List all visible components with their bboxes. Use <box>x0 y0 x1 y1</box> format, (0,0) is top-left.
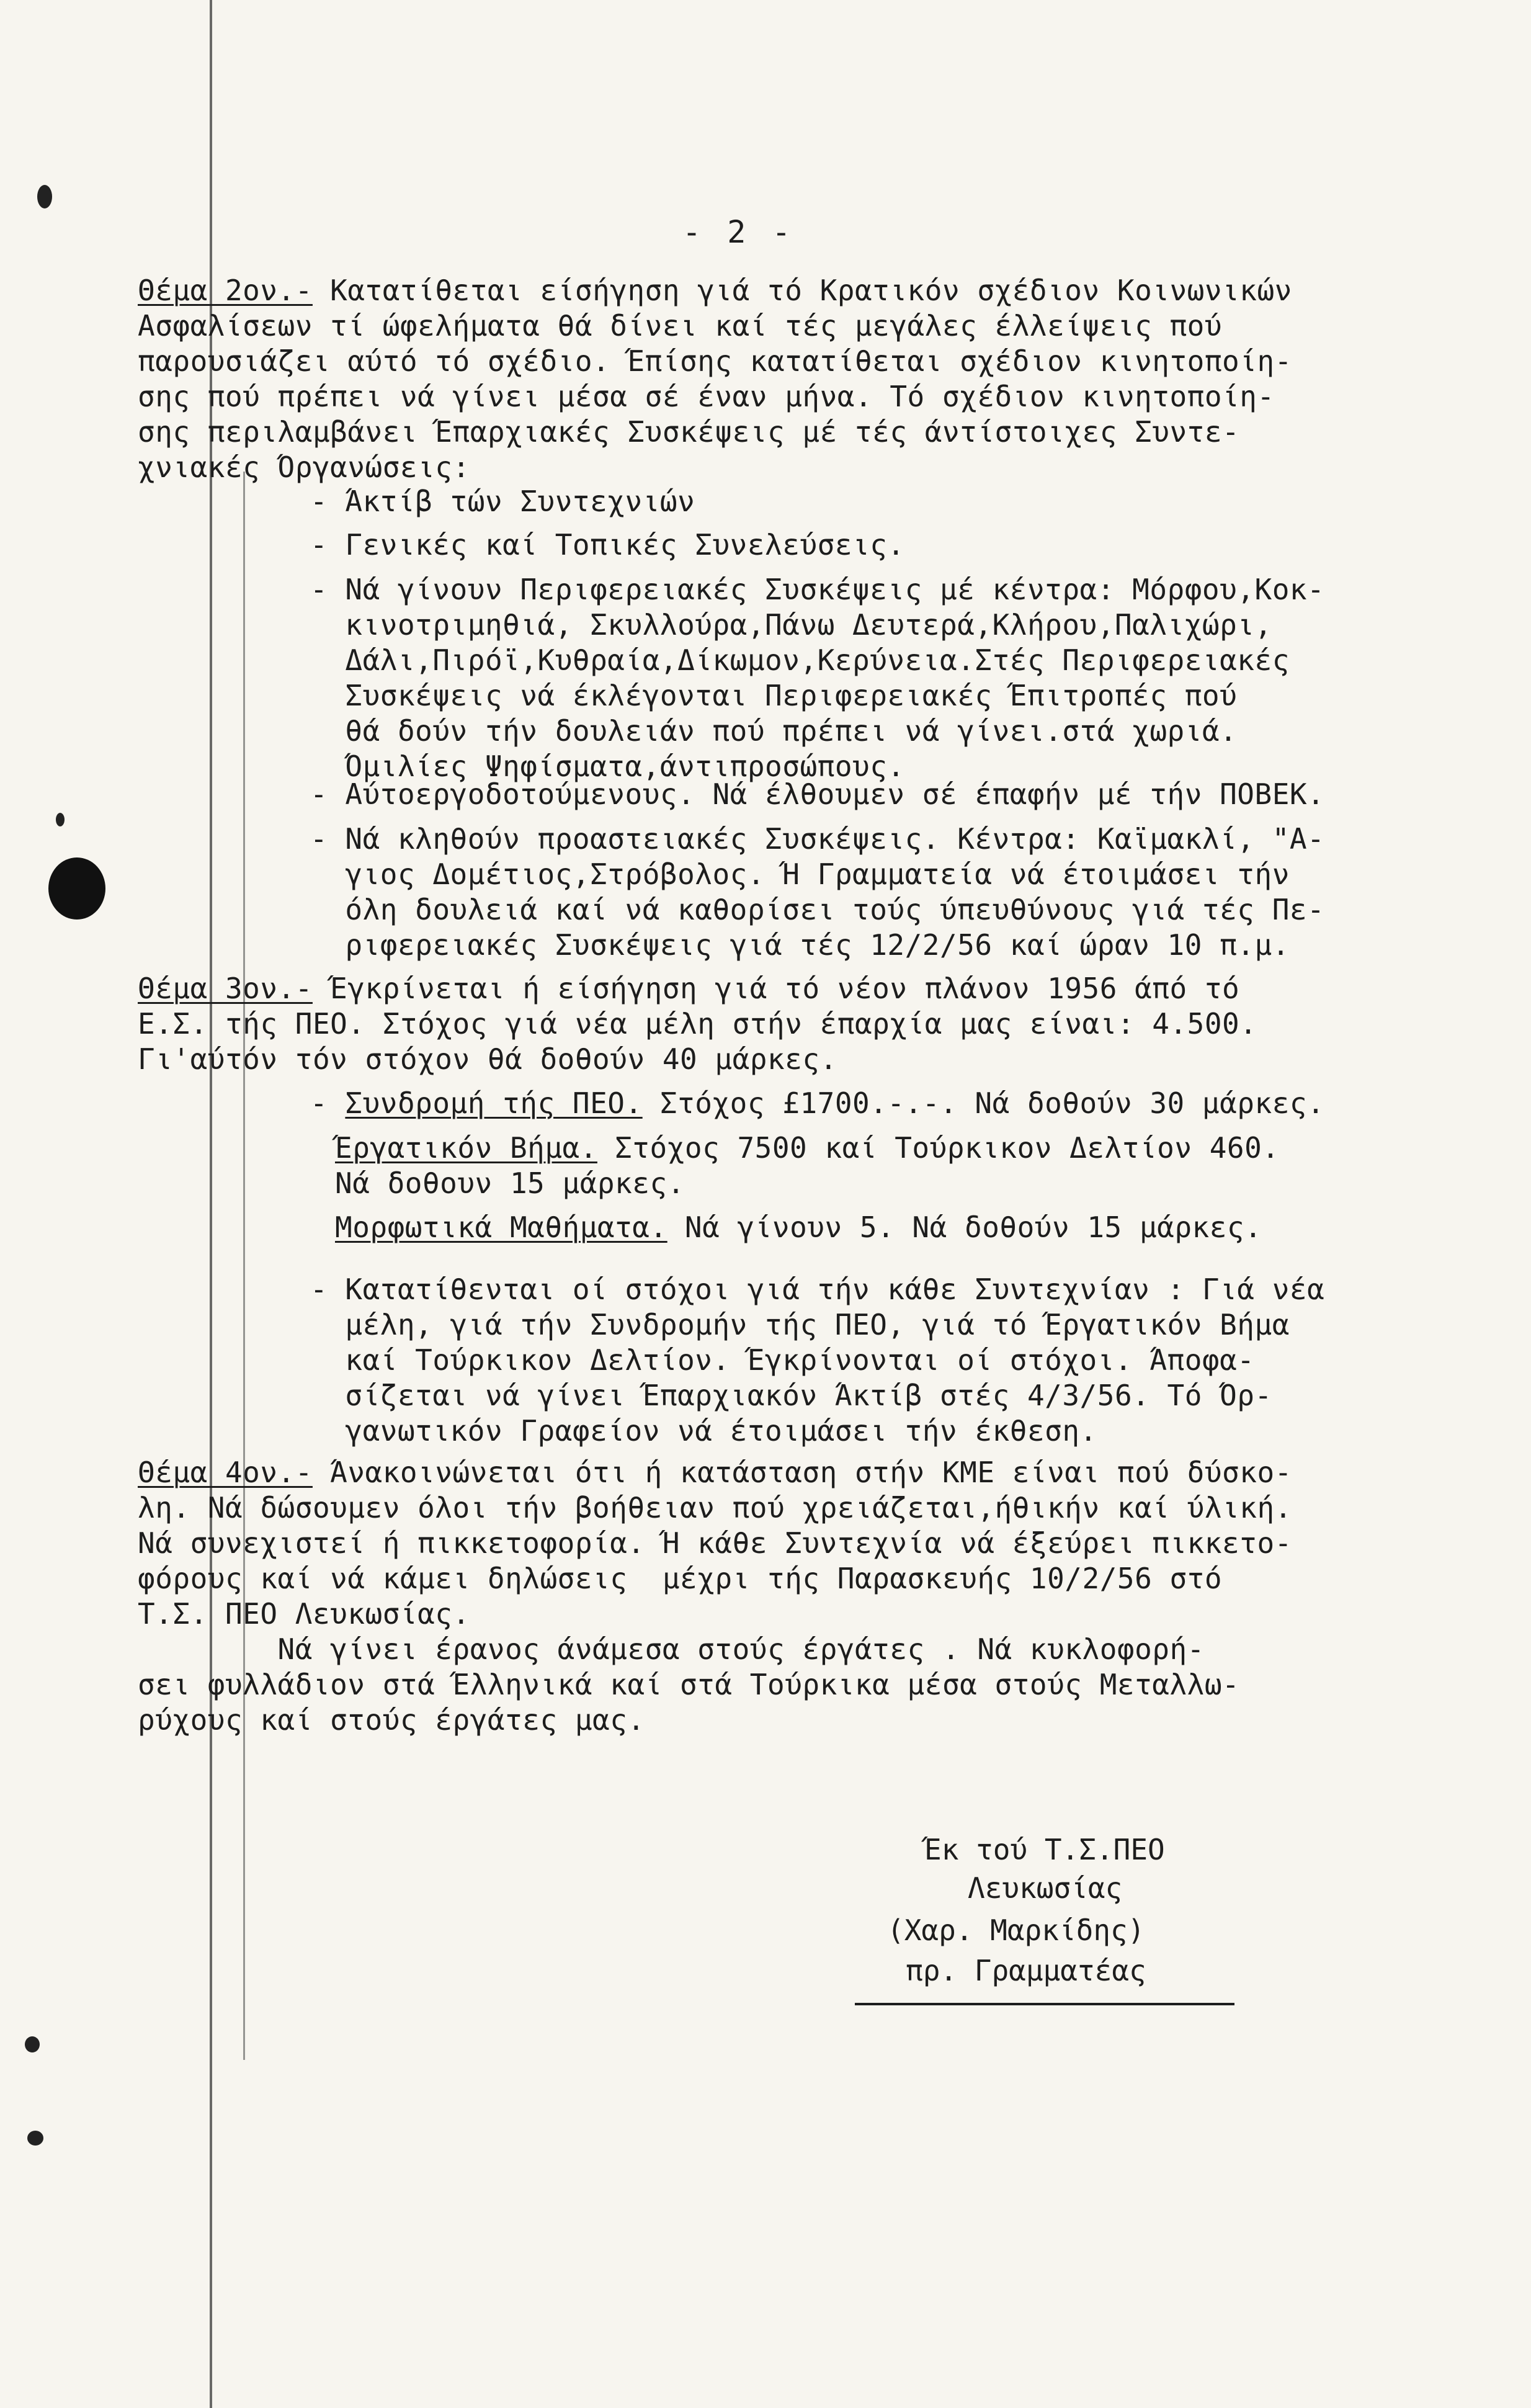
item2-bullet: - Άκτίβ τών Συντεχνιών <box>310 485 695 518</box>
item2-line: παρουσιάζει αύτό τό σχέδιο. Έπίσης κατατίθεται σχέδιον κινητοποίη- <box>138 344 1292 378</box>
scan-speck <box>56 813 65 826</box>
item3-heading: Θέμα 3ον.- <box>138 972 313 1005</box>
item2-line: σης περιλαμβάνει Έπαρχιακές Συσκέψεις μέ τές άντίστοιχες Συντε- <box>138 415 1240 449</box>
item2-first-line <box>138 273 1428 308</box>
target-title: Συνδρομή τής ΠΕΟ. <box>345 1086 643 1120</box>
page-number: - 2 - <box>682 214 795 250</box>
signature-role: πρ. Γραμματέας <box>906 1954 1146 1987</box>
item2-bullet: - Αύτοεργοδοτούμενους. Νά έλθουμεν σέ έπαφήν μέ τήν ΠΟΒΕΚ. <box>310 777 1325 811</box>
item3-note: - Κατατίθενται οί στόχοι γιά τήν κάθε Συντεχνίαν : Γιά νέα μέλη, γιά τήν Συνδρομήν τής ΠΕΟ, γιά τό Έργατικόν Βήμα καί Τούρκικον Δελτίον. Έγκρίνονται οί στόχοι. Άποφα- σίζεται νά γίνει Έπαρχιακόν Άκτίβ στές 4/3/56. Τό Όρ- γανωτικόν Γραφείον νά έτοιμάσει τήν έκθεση. <box>310 1273 1325 1448</box>
signature-office: Έκ τού Τ.Σ.ΠΕΟ <box>924 1833 1165 1866</box>
signature-rule <box>855 2003 1234 2005</box>
target-title: Μορφωτικά Μαθήματα. <box>335 1211 667 1244</box>
item3-target <box>310 1086 1531 1121</box>
item2-line: χνιακές Όργανώσεις: <box>138 450 470 484</box>
margin-line-inner <box>243 472 245 2060</box>
item2-line: σης πού πρέπει νά γίνει μέσα σέ έναν μήνα. Τό σχέδιον κινητοποίη- <box>138 380 1275 413</box>
scan-speck <box>25 2036 40 2052</box>
item2-heading: Θέμα 2ον.- <box>138 274 313 307</box>
item4-first-line <box>138 1455 1428 1490</box>
item4-heading: Θέμα 4ον.- <box>138 1456 313 1489</box>
signature-city: Λευκωσίας <box>968 1871 1123 1905</box>
signature-name: (Χαρ. Μαρκίδης) <box>887 1913 1145 1947</box>
item4-paragraph: Νά γίνει έρανος άνάμεσα στούς έργάτες . Νά κυκλοφορή- σει φυλλάδιον στά Έλληνικά καί στά Τούρκικα μέσα στούς Μεταλλω- ρύχους καί στούς έργάτες μας. <box>138 1632 1240 1737</box>
target-text: Στόχος 7500 καί Τούρκικον Δελτίον 460. Νά δοθουν 15 μάρκες. <box>335 1131 1280 1200</box>
item3-target <box>335 1210 1531 1245</box>
scan-speck <box>27 2131 43 2146</box>
item4-line: Τ.Σ. ΠΕΟ Λευκωσίας. <box>138 1597 470 1631</box>
punch-hole <box>48 857 105 920</box>
item4-line: Νά συνεχιστεί ή πικκετοφορία. Ή κάθε Συντεχνία νά έξεύρει πικκετο- <box>138 1526 1292 1560</box>
item3-target <box>335 1130 1531 1201</box>
item2-line: Ασφαλίσεων τί ώφελήματα θά δίνει καί τές μεγάλες έλλείψεις πού <box>138 309 1223 342</box>
target-text: Στόχος £1700.-.-. Νά δοθούν 30 μάρκες. <box>642 1086 1325 1120</box>
item2-bullet: - Νά κληθούν προαστειακές Συσκέψεις. Κέντρα: Καϊμακλί, "Α- γιος Δομέτιος,Στρόβολος. Ή Γραμματεία νά έτοιμάσει τήν όλη δουλειά καί νά καθορίσει τούς ύπευθύνους γιά τές Πε- ριφερειακές Συσκέψεις γιά τές 12/2/56 καί ώραν 10 π.μ. <box>310 822 1325 962</box>
item3-first-line <box>138 971 1428 1006</box>
item4-line: φόρους καί νά κάμει δηλώσεις μέχρι τής Παρασκευής 10/2/56 στό <box>138 1562 1223 1595</box>
target-prefix: - <box>310 1086 346 1120</box>
item3-line: Ε.Σ. τής ΠΕΟ. Στόχος γιά νέα μέλη στήν έπαρχία μας είναι: 4.500. <box>138 1007 1257 1041</box>
item2-bullet: - Γενικές καί Τοπικές Συνελεύσεις. <box>310 528 905 562</box>
item4-line: Άνακοινώνεται ότι ή κατάσταση στήν ΚΜΕ είναι πού δύσκο- <box>312 1456 1292 1489</box>
item3-line: Γι'αύτόν τόν στόχον θά δοθούν 40 μάρκες. <box>138 1042 837 1076</box>
item4-line: λη. Νά δώσουμεν όλοι τήν βοήθειαν πού χρειάζεται,ήθικήν καί ύλική. <box>138 1491 1292 1524</box>
target-title: Έργατικόν Βήμα. <box>335 1131 597 1165</box>
target-text: Νά γίνουν 5. Νά δοθούν 15 μάρκες. <box>667 1211 1262 1244</box>
item2-line: Κατατίθεται είσήγηση γιά τό Κρατικόν σχέδιον Κοινωνικών <box>312 274 1292 307</box>
item3-line: Έγκρίνεται ή είσήγηση γιά τό νέον πλάνον 1956 άπό τό <box>312 972 1240 1005</box>
item2-bullet: - Νά γίνουν Περιφερειακές Συσκέψεις μέ κέντρα: Μόρφου,Κοκ- κινοτριμηθιά, Σκυλλούρα,Πάνω Δευτερά,Κλήρου,Παλιχώρι, Δάλι,Πιρόϊ,Κυθραία,Δίκωμον,Κερύνεια.Στές Περιφερειακές Συσκέψεις νά έκλέγονται Περιφερειακές Έπιτροπές πού θά δούν τήν δουλειάν πού πρέπει νά γίνει.στά χωριά. Όμιλίες Ψηφίσματα,άντιπροσώπους. <box>310 573 1325 783</box>
scan-speck <box>37 185 52 208</box>
